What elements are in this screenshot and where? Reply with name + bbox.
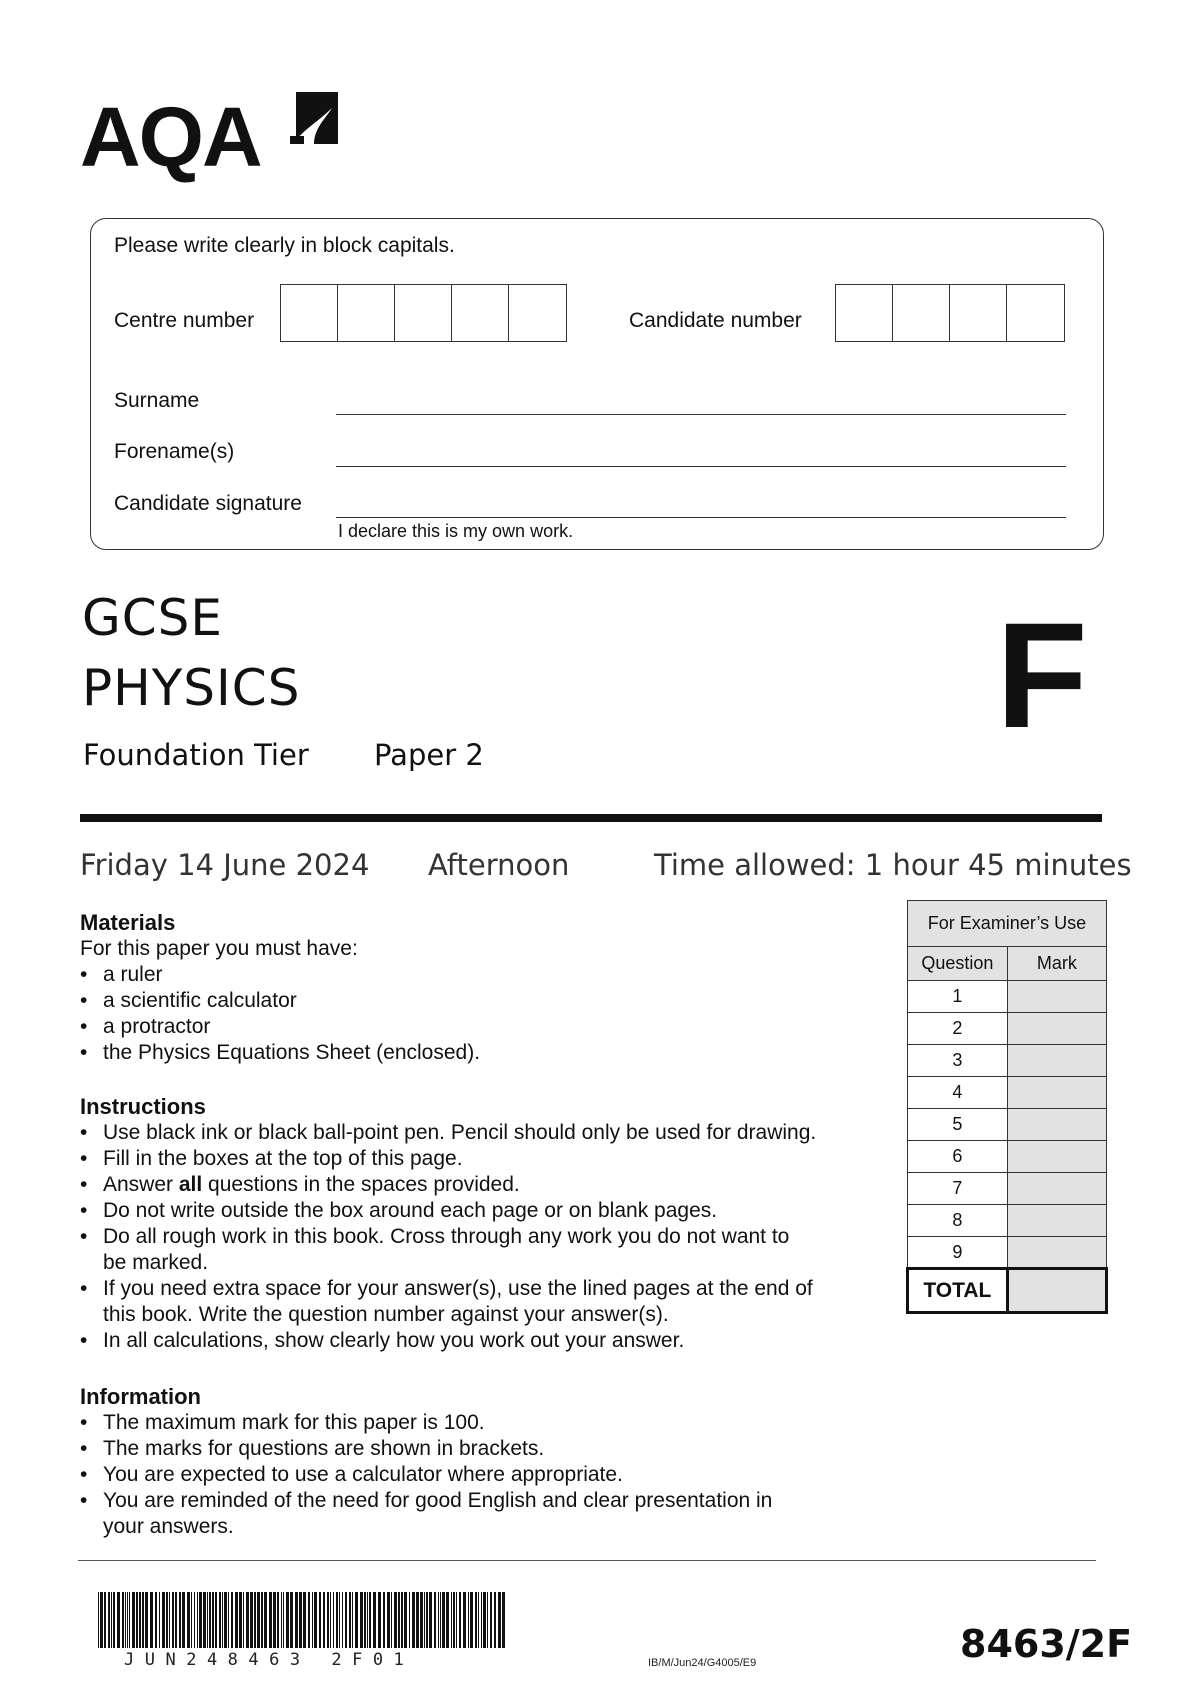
barcode-bar [420, 1592, 423, 1648]
question-number: 1 [908, 981, 1008, 1013]
barcode-bar [155, 1592, 157, 1648]
barcode-bar [412, 1592, 415, 1648]
barcode-bar [209, 1592, 211, 1648]
aqa-logo [80, 88, 340, 188]
list-item [80, 1488, 772, 1540]
barcode-text: JUN248463 2F01 [124, 1650, 415, 1670]
question-number: 6 [908, 1141, 1008, 1173]
barcode-bar [502, 1592, 505, 1648]
barcode-bar [269, 1592, 272, 1648]
centre-number-field[interactable] [280, 284, 567, 342]
question-number: 2 [908, 1013, 1008, 1045]
barcode-bar [367, 1592, 368, 1648]
barcode-bar [139, 1592, 141, 1648]
declaration-text: I declare this is my own work. [338, 521, 574, 541]
barcode-bar [451, 1592, 452, 1648]
barcode-bar [459, 1592, 461, 1648]
barcode-bar [446, 1592, 449, 1648]
barcode-bar [277, 1592, 279, 1648]
barcode-bar [222, 1592, 223, 1648]
barcode-bar [219, 1592, 221, 1648]
barcode-bar [108, 1592, 110, 1648]
information-section [80, 1384, 772, 1540]
signature-label: Candidate signature [114, 492, 302, 515]
barcode-bar [440, 1592, 441, 1648]
barcode-bar [429, 1592, 432, 1648]
mark-cell [1007, 1173, 1106, 1205]
candidate-number-field[interactable] [835, 284, 1065, 342]
barcode-bar [111, 1592, 112, 1648]
list-item: • the Physics Equations Sheet (enclosed). [80, 1040, 480, 1066]
forenames-label: Forename(s) [114, 440, 235, 463]
barcode-bar [319, 1592, 321, 1648]
barcode-bar [438, 1592, 439, 1648]
barcode-bar [364, 1592, 366, 1648]
barcode-bar [172, 1592, 174, 1648]
barcode-bar [215, 1592, 217, 1648]
list-item: • a ruler [80, 962, 480, 988]
tier-letter: F [996, 591, 1088, 759]
barcode-bar [125, 1592, 126, 1648]
mark-cell [1007, 1141, 1106, 1173]
barcode-bar [166, 1592, 168, 1648]
table-row [908, 1045, 1107, 1077]
mark-cell [1007, 1013, 1106, 1045]
barcode-bar [308, 1592, 310, 1648]
barcode-bar [207, 1592, 208, 1648]
list-item-text: this book. Write the question number against your answer(s). [103, 1303, 669, 1326]
barcode-bar [314, 1592, 317, 1648]
barcode-bar [391, 1592, 392, 1648]
barcode-bar [257, 1592, 260, 1648]
question-number: 9 [908, 1237, 1008, 1269]
footer-divider [78, 1560, 1096, 1561]
barcode-bar [453, 1592, 455, 1648]
barcode-bar [490, 1592, 492, 1648]
barcode-bar [404, 1592, 407, 1648]
examiner-table-title: For Examiner’s Use [908, 901, 1107, 947]
mark-cell [1007, 981, 1106, 1013]
barcode-bar [250, 1592, 253, 1648]
barcode-bar [349, 1592, 351, 1648]
barcode-bar [323, 1592, 325, 1648]
list-item-text: If you need extra space for your answer(s), use the lined pages at the end of [103, 1277, 813, 1300]
barcode-bar [378, 1592, 381, 1648]
list-item: • In all calculations, show clearly how you work out your answer. [80, 1328, 816, 1354]
mark-cell [1007, 1205, 1106, 1237]
question-column-header: Question [908, 947, 1008, 981]
barcode-bar [197, 1592, 198, 1648]
barcode-bar [191, 1592, 192, 1648]
list-item: • Use black ink or black ball-point pen. Pencil should only be used for drawing. [80, 1120, 816, 1146]
time-allowed: Time allowed: 1 hour 45 minutes [654, 848, 1132, 882]
barcode-bar [113, 1592, 115, 1648]
list-item-text: You are reminded of the need for good English and clear presentation in [103, 1489, 773, 1512]
list-item: • The marks for questions are shown in brackets. [80, 1436, 772, 1462]
barcode-bar [290, 1592, 293, 1648]
barcode-bar [132, 1592, 135, 1648]
total-label: TOTAL [908, 1269, 1008, 1313]
mark-cell [1007, 1045, 1106, 1077]
total-mark-cell [1007, 1269, 1106, 1313]
barcode-bar [387, 1592, 390, 1648]
barcode-bar [416, 1592, 419, 1648]
barcode-bar [100, 1592, 103, 1648]
list-item-text: be marked. [103, 1251, 209, 1274]
barcode-bar [179, 1592, 181, 1648]
barcode-bar [199, 1592, 202, 1648]
subject-title: PHYSICS [82, 659, 301, 717]
information-list [80, 1410, 772, 1540]
exam-session: Afternoon [428, 848, 570, 882]
barcode-bar [261, 1592, 263, 1648]
paper-label: Paper 2 [374, 738, 484, 772]
document-reference: IB/M/Jun24/G4005/E9 [648, 1657, 757, 1669]
instructions-section [80, 1094, 816, 1354]
title-divider [80, 814, 1102, 822]
list-item: • Fill in the boxes at the top of this page. [80, 1146, 816, 1172]
table-row [908, 1109, 1107, 1141]
barcode-bar [122, 1592, 124, 1648]
instructions-list [80, 1120, 816, 1354]
barcode-bar [409, 1592, 410, 1648]
barcode-bar [339, 1592, 340, 1648]
list-item: • a protractor [80, 1014, 480, 1040]
list-item [80, 1276, 816, 1328]
barcode-bar [145, 1592, 148, 1648]
block-capitals-instruction: Please write clearly in block capitals. [114, 234, 455, 257]
barcode-bar [355, 1592, 358, 1648]
barcode-bar [254, 1592, 256, 1648]
signature-input-line[interactable] [336, 517, 1066, 518]
list-item: • You are expected to use a calculator where appropriate. [80, 1462, 772, 1488]
barcode-bar [456, 1592, 457, 1648]
barcode-bar [426, 1592, 428, 1648]
list-item [80, 1172, 816, 1198]
mark-cell [1007, 1109, 1106, 1141]
barcode-bar [498, 1592, 501, 1648]
tier-label: Foundation Tier [83, 738, 309, 772]
candidate-digit-box[interactable] [1007, 285, 1064, 341]
centre-digit-box[interactable] [281, 285, 338, 341]
barcode-bar [150, 1592, 153, 1648]
barcode-bar [273, 1592, 276, 1648]
question-number: 3 [908, 1045, 1008, 1077]
barcode-bar [235, 1592, 238, 1648]
barcode-bar [336, 1592, 338, 1648]
barcode-bar [127, 1592, 128, 1648]
surname-input-line[interactable] [336, 414, 1066, 415]
list-item-text: Answer [103, 1173, 179, 1196]
list-item: • Do not write outside the box around each page or on blank pages. [80, 1198, 816, 1224]
barcode [98, 1592, 508, 1648]
list-item-emphasis: all [178, 1173, 203, 1196]
barcode-bar [239, 1592, 242, 1648]
barcode-bar [243, 1592, 244, 1648]
question-number: 8 [908, 1205, 1008, 1237]
barcode-bar [194, 1592, 195, 1648]
list-item: • The maximum mark for this paper is 100. [80, 1410, 772, 1436]
centre-digit-box[interactable] [395, 285, 452, 341]
barcode-bar [203, 1592, 206, 1648]
barcode-bar [483, 1592, 486, 1648]
centre-digit-box[interactable] [452, 285, 509, 341]
barcode-bar [182, 1592, 185, 1648]
barcode-bar [475, 1592, 477, 1648]
barcode-bar [231, 1592, 233, 1648]
qualification-title: GCSE [82, 589, 223, 647]
barcode-bar [98, 1592, 99, 1648]
barcode-bar [434, 1592, 436, 1648]
materials-section [80, 910, 480, 1066]
barcode-bar [394, 1592, 397, 1648]
question-number: 4 [908, 1077, 1008, 1109]
barcode-bar [129, 1592, 130, 1648]
barcode-bar [442, 1592, 445, 1648]
barcode-bar [283, 1592, 284, 1648]
table-row [908, 1173, 1107, 1205]
barcode-bar [228, 1592, 229, 1648]
list-item [80, 1224, 816, 1276]
barcode-bar [383, 1592, 385, 1648]
barcode-bar [162, 1592, 165, 1648]
logo-text: AQA [80, 90, 261, 184]
centre-number-label: Centre number [114, 309, 255, 332]
centre-digit-box[interactable] [338, 285, 395, 341]
barcode-bar [264, 1592, 267, 1648]
barcode-bar [246, 1592, 249, 1648]
barcode-bar [281, 1592, 282, 1648]
barcode-bar [345, 1592, 347, 1648]
barcode-bar [478, 1592, 479, 1648]
materials-list [80, 962, 480, 1066]
barcode-bar [299, 1592, 302, 1648]
candidate-digit-box[interactable] [836, 285, 893, 341]
materials-intro: For this paper you must have: [80, 937, 358, 960]
barcode-bar [424, 1592, 425, 1648]
barcode-bar [187, 1592, 190, 1648]
list-item: • a scientific calculator [80, 988, 480, 1014]
barcode-bar [286, 1592, 289, 1648]
materials-heading: Materials [80, 910, 176, 935]
information-heading: Information [80, 1384, 201, 1409]
barcode-bar [352, 1592, 353, 1648]
barcode-bar [169, 1592, 170, 1648]
list-item-text: your answers. [103, 1515, 234, 1538]
barcode-bar [333, 1592, 334, 1648]
paper-code: 8463/2F [960, 1622, 1133, 1666]
barcode-bar [360, 1592, 363, 1648]
centre-digit-box[interactable] [509, 285, 566, 341]
candidate-digit-box[interactable] [893, 285, 950, 341]
barcode-bar [494, 1592, 496, 1648]
barcode-bar [463, 1592, 466, 1648]
barcode-bar [373, 1592, 376, 1648]
exam-date: Friday 14 June 2024 [80, 848, 370, 882]
barcode-bar [312, 1592, 313, 1648]
table-row [908, 1141, 1107, 1173]
barcode-bar [295, 1592, 298, 1648]
barcode-bar [468, 1592, 469, 1648]
candidate-number-label: Candidate number [629, 309, 802, 332]
table-row [908, 981, 1107, 1013]
barcode-bar [159, 1592, 160, 1648]
mark-cell [1007, 1077, 1106, 1109]
examiner-use-table [906, 900, 1108, 1314]
table-row [908, 1013, 1107, 1045]
list-item-text: questions in the spaces provided. [202, 1173, 520, 1196]
barcode-bar [369, 1592, 371, 1648]
list-item-text: Do all rough work in this book. Cross through any work you do not want to [103, 1225, 790, 1248]
forenames-input-line[interactable] [336, 466, 1066, 467]
barcode-bar [224, 1592, 227, 1648]
question-number: 7 [908, 1173, 1008, 1205]
surname-label: Surname [114, 389, 200, 412]
barcode-bar [487, 1592, 488, 1648]
barcode-bar [303, 1592, 306, 1648]
barcode-bar [481, 1592, 482, 1648]
instructions-heading: Instructions [80, 1094, 206, 1119]
total-row [908, 1269, 1107, 1313]
table-row [908, 1077, 1107, 1109]
barcode-bar [470, 1592, 473, 1648]
barcode-bar [398, 1592, 400, 1648]
barcode-bar [117, 1592, 120, 1648]
candidate-digit-box[interactable] [950, 285, 1007, 341]
barcode-bar [212, 1592, 214, 1648]
mark-cell [1007, 1237, 1106, 1269]
barcode-bar [342, 1592, 343, 1648]
logo-leaf-icon [286, 92, 338, 146]
barcode-bar [136, 1592, 138, 1648]
barcode-bar [401, 1592, 403, 1648]
barcode-bar [330, 1592, 331, 1648]
barcode-bar [142, 1592, 144, 1648]
table-row [908, 1205, 1107, 1237]
table-row [908, 1237, 1107, 1269]
question-number: 5 [908, 1109, 1008, 1141]
barcode-bar [175, 1592, 177, 1648]
mark-column-header: Mark [1007, 947, 1106, 981]
barcode-bar [327, 1592, 329, 1648]
barcode-bar [104, 1592, 106, 1648]
